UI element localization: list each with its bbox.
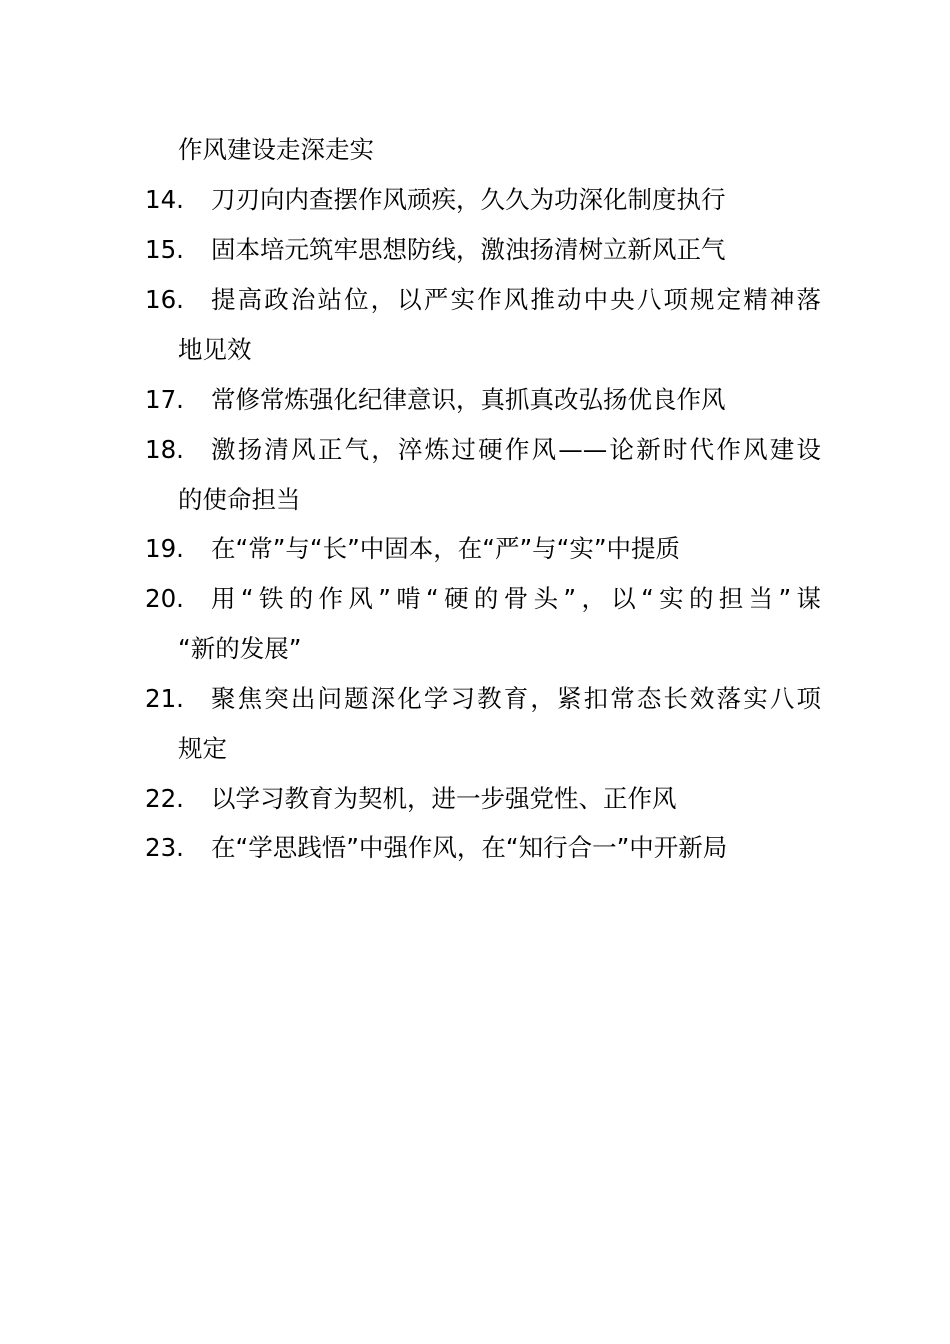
item-number: 17.	[145, 385, 184, 414]
item-number: 22.	[145, 784, 184, 813]
item-text: 作风建设走深走实	[178, 135, 374, 164]
item-text: 激扬清风正气，淬炼过硬作风——论新时代作风建设	[211, 435, 821, 464]
item-number: 16.	[145, 285, 184, 314]
item-text: 提高政治站位，以严实作风推动中央八项规定精神落	[211, 285, 821, 314]
item-number: 14.	[145, 185, 184, 214]
item-text: 聚焦突出问题深化学习教育，紧扣常态长效落实八项	[211, 684, 821, 713]
item-number: 23.	[145, 833, 184, 862]
item-text: 以学习教育为契机，进一步强党性、正作风	[211, 784, 677, 813]
item-text: 在“常”与“长”中固本，在“严”与“实”中提质	[211, 534, 681, 563]
item-text: 固本培元筑牢思想防线，激浊扬清树立新风正气	[211, 235, 726, 264]
item-text-continuation: “新的发展”	[178, 634, 302, 663]
item-number: 15.	[145, 235, 184, 264]
item-number: 19.	[145, 534, 184, 563]
item-text: 刀刃向内查摆作风顽疾，久久为功深化制度执行	[211, 185, 726, 214]
item-text: 在“学思践悟”中强作风，在“知行合一”中开新局	[211, 833, 728, 862]
item-number: 18.	[145, 435, 184, 464]
item-text: 用“铁的作风”啃“硬的骨头”，以“实的担当”谋	[211, 584, 821, 613]
item-text: 常修常炼强化纪律意识，真抓真改弘扬优良作风	[211, 385, 726, 414]
item-number: 21.	[145, 684, 184, 713]
item-text-continuation: 的使命担当	[178, 485, 301, 514]
item-text-continuation: 地见效	[178, 335, 252, 364]
item-number: 20.	[145, 584, 184, 613]
item-text-continuation: 规定	[178, 734, 227, 763]
